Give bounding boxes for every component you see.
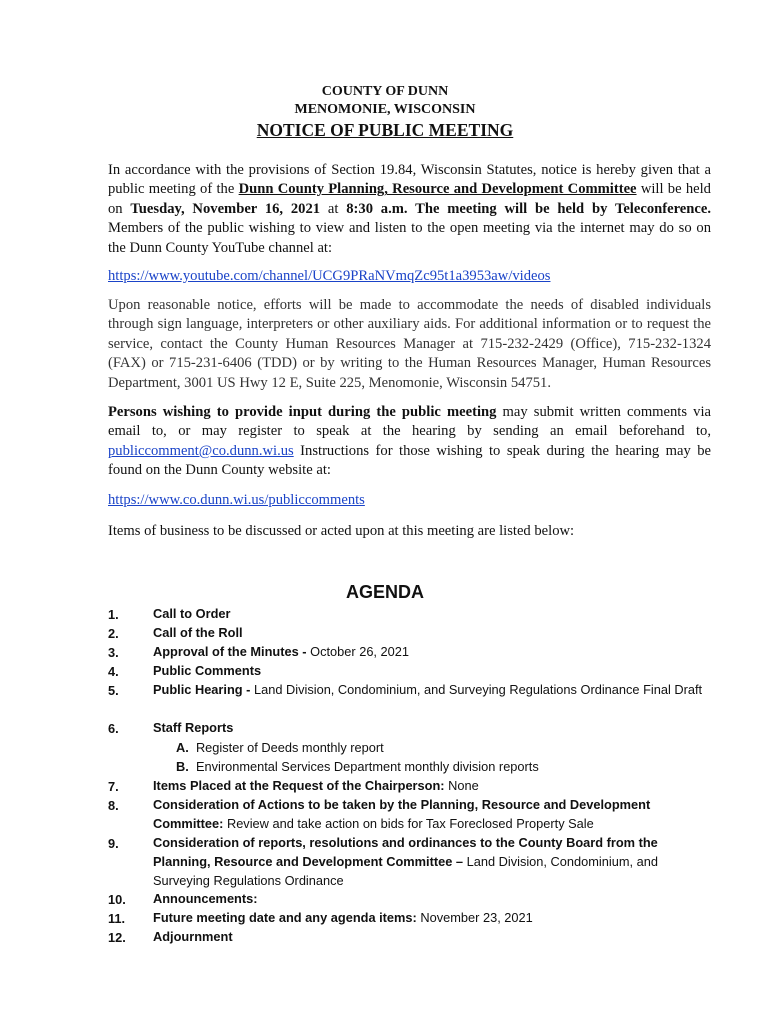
- agenda-item: [153, 796, 713, 834]
- agenda-item: [153, 890, 713, 909]
- agenda-item: [153, 643, 713, 662]
- meeting-date: Tuesday, November 16, 2021: [130, 200, 321, 217]
- agenda-item-heading: Consideration of reports, resolutions and ordinances to the County Board from the Planning, Resource and Development Committee –: [153, 835, 658, 869]
- intro-paragraph: [108, 161, 711, 258]
- agenda-item-heading: Adjournment: [153, 929, 233, 944]
- county-location: MENOMONIE, WISCONSIN: [294, 102, 476, 117]
- agenda-item-detail: November 23, 2021: [420, 910, 533, 925]
- agenda-item-heading: Announcements:: [153, 891, 258, 906]
- youtube-channel-link[interactable]: https://www.youtube.com/channel/UCG9PRaNVmqZc95t1a3953aw/videos: [108, 268, 551, 284]
- agenda-item-heading: Items Placed at the Request of the Chairperson:: [153, 778, 449, 793]
- public-input-text-1: may submit written comments via email to, or may register to speak at the hearing by sending an email beforehand to,: [108, 404, 711, 440]
- agenda-item-number: 11.: [108, 911, 126, 926]
- agenda-item-detail: Land Division, Condominium, and Surveying Regulations Ordinance Final Draft: [253, 682, 703, 697]
- agenda-item: [153, 909, 713, 928]
- sub-item-text: Environmental Services Department monthly division reports: [195, 759, 539, 774]
- sub-item-text: Register of Deeds monthly report: [195, 740, 384, 755]
- public-comment-email-link[interactable]: publiccomment@co.dunn.wi.us: [108, 442, 294, 459]
- agenda-item-number: 1.: [108, 607, 119, 622]
- intro-text-3: at: [320, 200, 347, 217]
- agenda-item-detail: Land Division, Condominium, and Surveying Regulations Ordinance: [153, 853, 658, 888]
- agenda-item-detail: None: [448, 778, 479, 793]
- agenda-item: [153, 662, 713, 681]
- agenda-item-heading: Staff Reports: [153, 720, 234, 735]
- intro-text-1: In accordance with the provisions of Section 19.84, Wisconsin Statutes, notice is hereby given that a public meeting of the: [108, 162, 711, 198]
- agenda-item: [153, 681, 713, 700]
- agenda-item-heading: Public Hearing -: [153, 682, 254, 697]
- agenda-item-number: 10.: [108, 892, 126, 907]
- page-title: NOTICE OF PUBLIC MEETING: [256, 120, 514, 140]
- agenda-title: AGENDA: [345, 582, 424, 602]
- accommodation-paragraph: Upon reasonable notice, efforts will be made to accommodate the needs of disabled individuals through sign language, interpreters or other auxiliary aids. For additional information or to request the service, contact the County Human Resources Manager at 715-232-2429 (Office), 715-232-1324 (FAX) or 715-231-6406 (TDD) or by writing to the Human Resources Manager, Human Resources Department, 3001 US Hwy 12 E, Suite 225, Menomonie, Wisconsin 54751.: [108, 297, 711, 391]
- intro-text-4: Members of the public wishing to view and listen to the open meeting via the internet may do so on the Dunn County YouTube channel at:: [108, 220, 711, 256]
- agenda-item-detail: Review and take action on bids for Tax Foreclosed Property Sale: [226, 815, 594, 831]
- agenda-item-number: 2.: [108, 626, 119, 641]
- public-comments-link[interactable]: https://www.co.dunn.wi.us/publiccomments: [108, 492, 365, 508]
- business-items-intro: Items of business to be discussed or acted upon at this meeting are listed below:: [108, 523, 575, 539]
- agenda-item-heading: Call of the Roll: [153, 625, 243, 640]
- agenda-item-number: 5.: [108, 683, 119, 698]
- agenda-item-number: 12.: [108, 930, 126, 945]
- agenda-item-detail: October 26, 2021: [310, 644, 410, 659]
- agenda-item: [153, 777, 713, 796]
- sub-item-letter: A.: [176, 740, 189, 755]
- agenda-item: [153, 834, 713, 891]
- agenda-item: [153, 624, 713, 643]
- agenda-item-heading: Future meeting date and any agenda items:: [153, 910, 421, 925]
- agenda-item-heading: Consideration of Actions to be taken by the Planning, Resource and Development Committee:: [153, 797, 651, 831]
- public-input-text-2: Instructions for those wishing to speak during the hearing may be found on the Dunn County website at:: [108, 442, 711, 479]
- intro-text-2: will be held on: [108, 181, 711, 217]
- public-input-paragraph: [108, 403, 711, 481]
- agenda-item-number: 3.: [108, 645, 119, 660]
- agenda-sub-item: [176, 740, 384, 755]
- agenda-item-heading: Public Comments: [153, 663, 262, 678]
- committee-name: Dunn County Planning, Resource and Development Committee: [238, 181, 637, 198]
- agenda-item-number: 6.: [108, 721, 119, 736]
- county-name: COUNTY OF DUNN: [321, 84, 449, 99]
- agenda-item-heading: Call to Order: [153, 606, 231, 621]
- agenda-item-number: 4.: [108, 664, 119, 679]
- agenda-item: [153, 605, 713, 624]
- agenda-item: [153, 928, 713, 947]
- agenda-item-number: 7.: [108, 779, 119, 794]
- agenda-item: [153, 719, 713, 738]
- agenda-item-number: 9.: [108, 836, 119, 851]
- sub-item-letter: B.: [176, 759, 189, 774]
- agenda-item-number: 8.: [108, 798, 119, 813]
- agenda-item-heading: Approval of the Minutes -: [153, 644, 311, 659]
- public-input-heading: Persons wishing to provide input during the public meeting: [108, 404, 497, 420]
- meeting-time: 8:30 a.m. The meeting will be held by Teleconference.: [346, 200, 711, 217]
- agenda-sub-item: [176, 759, 539, 774]
